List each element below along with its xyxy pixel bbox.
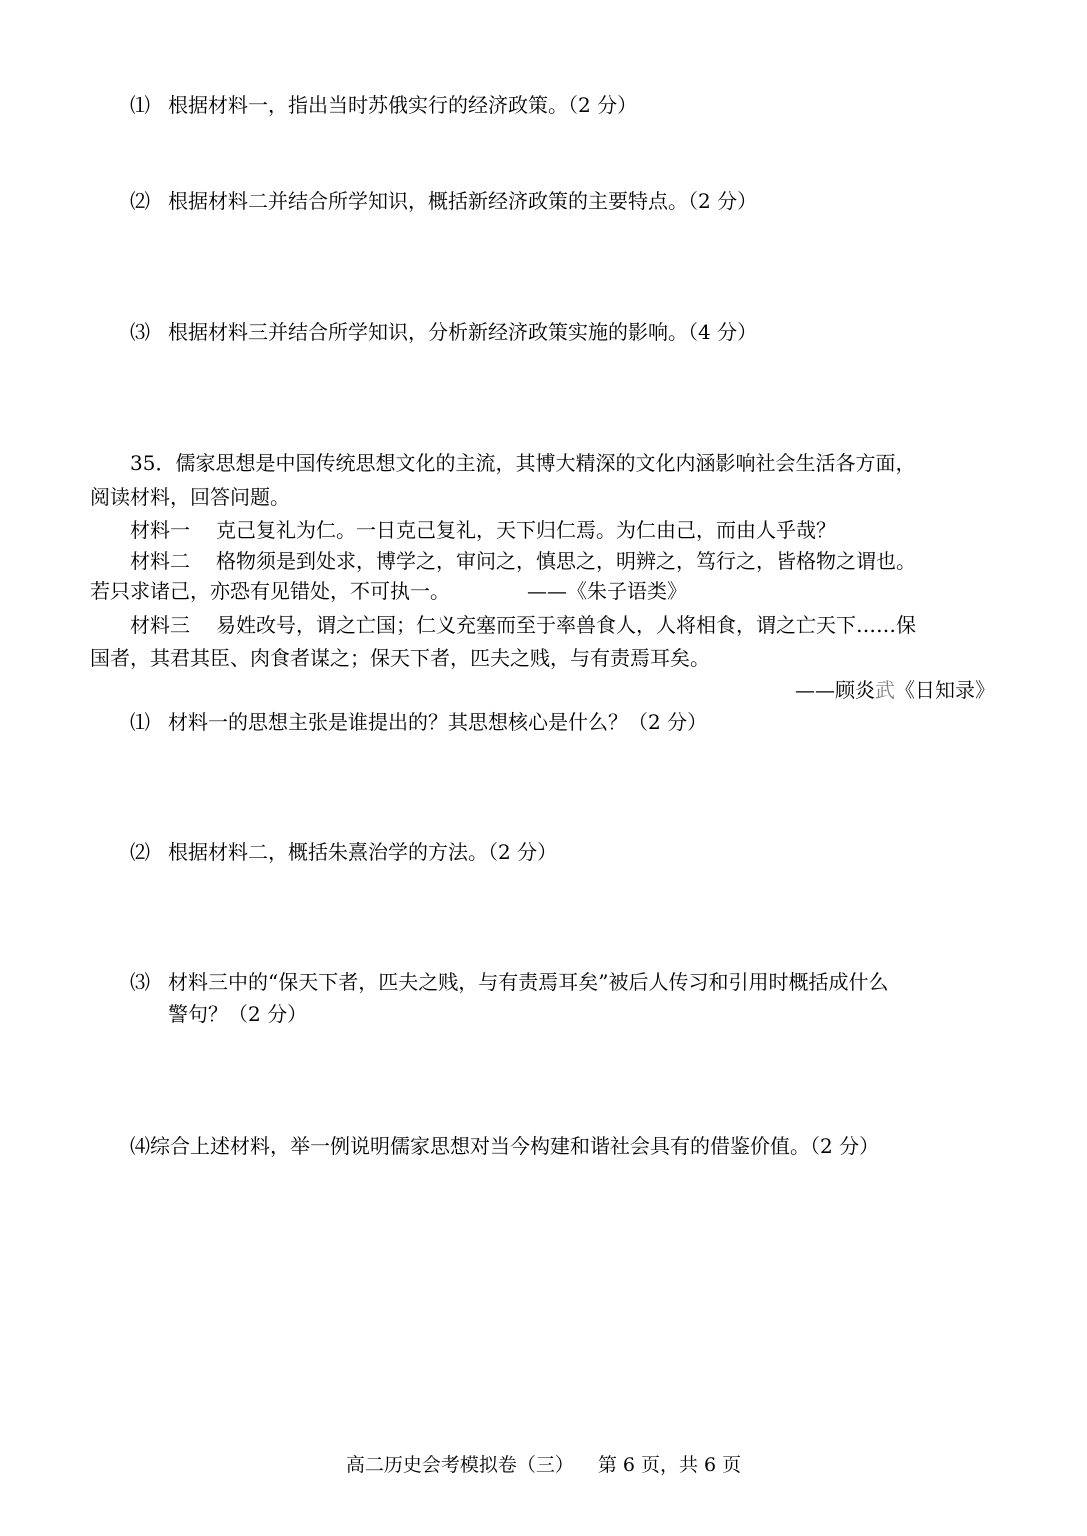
question-number: ⑷ [130,1134,150,1158]
q35-3 [130,970,888,994]
material-1 [130,518,836,542]
material-2 [130,549,916,573]
q35-intro-line2: 阅读材料，回答问题。 [90,485,290,509]
question-number: ⑴ [130,710,150,734]
material-2-line2 [90,579,450,603]
q35-intro-line1: 35．儒家思想是中国传统思想文化的主流，其博大精深的文化内涵影响社会生活各方面， [130,451,916,475]
material-2-source: ——《朱子语类》 [527,579,687,603]
material-text: 易姓改号，谓之亡国；仁义充塞而至于率兽食人，人将相食，谓之亡天下……保 [216,613,916,637]
q34-3 [130,320,757,344]
page-footer [0,1453,1087,1477]
material-label: 材料一 [130,518,190,542]
footer-title: 高二历史会考模拟卷（三） [345,1454,574,1476]
q35-3-line2: 警句？（2 分） [168,1002,308,1026]
question-number: ⑶ [130,320,150,344]
q35-2 [130,840,557,864]
material-3-source: ——顾炎武《日知录》 [795,678,995,702]
footer-page-number: 第 6 页，共 6 页 [597,1454,742,1476]
material-label: 材料二 [130,549,190,573]
q35-4 [130,1134,879,1158]
question-text: 材料一的思想主张是谁提出的？其思想核心是什么？（2 分） [168,710,708,734]
material-label: 材料三 [130,613,190,637]
material-text: 若只求诸己，亦恐有见错处，不可执一。 [90,579,450,603]
question-number: ⑶ [130,970,150,994]
question-text: 根据材料三并结合所学知识，分析新经济政策实施的影响。（4 分） [168,320,758,344]
material-3-line2: 国者，其君其臣、肉食者谋之；保天下者，匹夫之贱，与有责焉耳矣。 [90,646,710,670]
question-text: 综合上述材料，举一例说明儒家思想对当今构建和谐社会具有的借鉴价值。（2 分） [150,1134,880,1158]
q34-2 [130,189,757,213]
material-text: 克己复礼为仁。一日克己复礼，天下归仁焉。为仁由己，而由人乎哉？ [216,518,836,542]
question-number: ⑵ [130,840,150,864]
q35-1 [130,710,707,734]
question-text: 根据材料二并结合所学知识，概括新经济政策的主要特点。（2 分） [168,189,758,213]
question-text: 根据材料一，指出当时苏俄实行的经济政策。（2 分） [168,93,638,117]
question-number: ⑵ [130,189,150,213]
question-number: ⑴ [130,93,150,117]
question-text: 根据材料二，概括朱熹治学的方法。（2 分） [168,840,558,864]
q34-1 [130,93,637,117]
question-text: 材料三中的“保天下者，匹夫之贱，与有责焉耳矣”被后人传习和引用时概括成什么 [168,970,889,994]
material-text: 格物须是到处求，博学之，审问之，慎思之，明辨之，笃行之，皆格物之谓也。 [216,549,916,573]
material-3 [130,613,916,637]
